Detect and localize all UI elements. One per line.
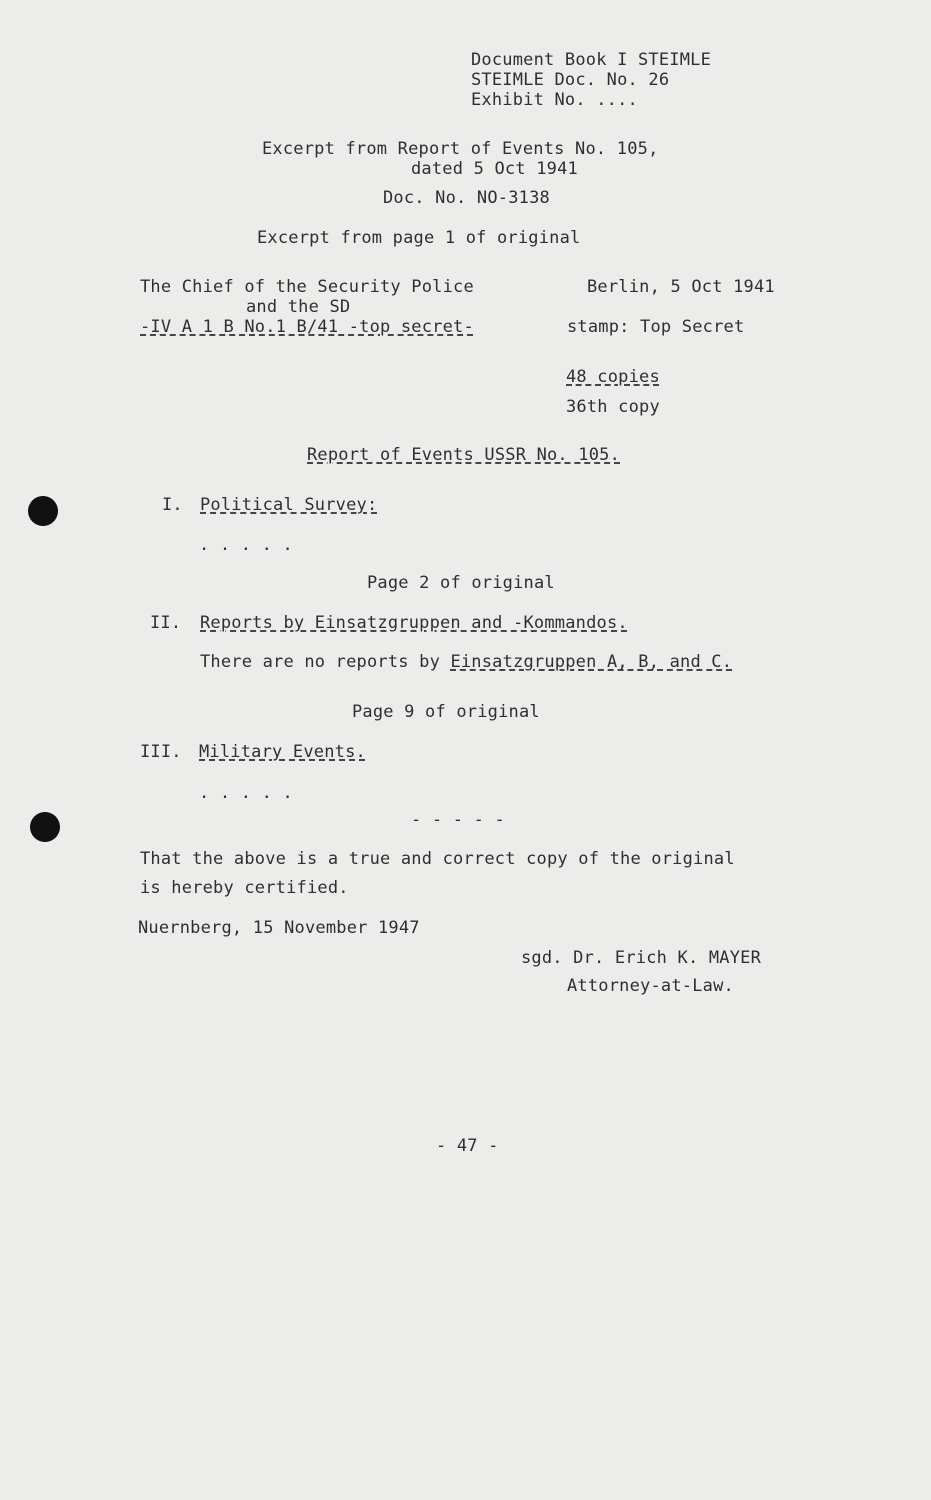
place-date: Berlin, 5 Oct 1941 [587,277,775,297]
section-divider: - - - - - [411,810,505,830]
excerpt-date: dated 5 Oct 1941 [411,159,578,179]
page-9-note: Page 9 of original [352,702,540,722]
section-2-text [200,652,732,672]
page-number: - 47 - [436,1136,499,1156]
certification-line1: That the above is a true and correct copy of the original [140,849,735,869]
header-exhibit-number: Exhibit No. .... [471,90,638,110]
header-doc-number: STEIMLE Doc. No. 26 [471,70,670,90]
section-1-title: Political Survey: [200,495,378,515]
certification-line2: is hereby certified. [140,878,349,898]
sender-line1: The Chief of the Security Police [140,277,474,297]
header-document-book: Document Book I STEIMLE [471,50,712,70]
copies-total: 48 copies [566,367,660,387]
doc-no: Doc. No. NO-3138 [383,188,550,208]
signature: sgd. Dr. Erich K. MAYER [521,948,762,968]
sender-line2: and the SD [246,297,351,317]
stamp-note: stamp: Top Secret [567,317,745,337]
copy-number: 36th copy [566,397,660,417]
sender-reference: -IV A 1 B No.1 B/41 -top secret- [140,317,474,337]
section-2-text-groups: Einsatzgruppen A, B, and C. [450,652,733,672]
punch-hole-upper [28,496,58,526]
punch-hole-lower [30,812,60,842]
section-1-ellipsis: . . . . . [199,535,293,555]
section-1-number: I. [162,495,183,515]
signatory-title: Attorney-at-Law. [567,976,734,996]
page-2-note: Page 2 of original [367,573,555,593]
excerpt-title: Excerpt from Report of Events No. 105, [262,139,659,159]
section-3-number: III. [140,742,182,762]
certification-place-date: Nuernberg, 15 November 1947 [138,918,420,938]
section-3-ellipsis: . . . . . [199,783,293,803]
section-2-number: II. [150,613,182,633]
section-2-text-plain: There are no reports by [200,652,451,672]
report-title: Report of Events USSR No. 105. [307,445,621,465]
section-3-title: Military Events. [199,742,366,762]
excerpt-page1-note: Excerpt from page 1 of original [257,228,581,248]
section-2-title: Reports by Einsatzgruppen and -Kommandos. [200,613,628,633]
